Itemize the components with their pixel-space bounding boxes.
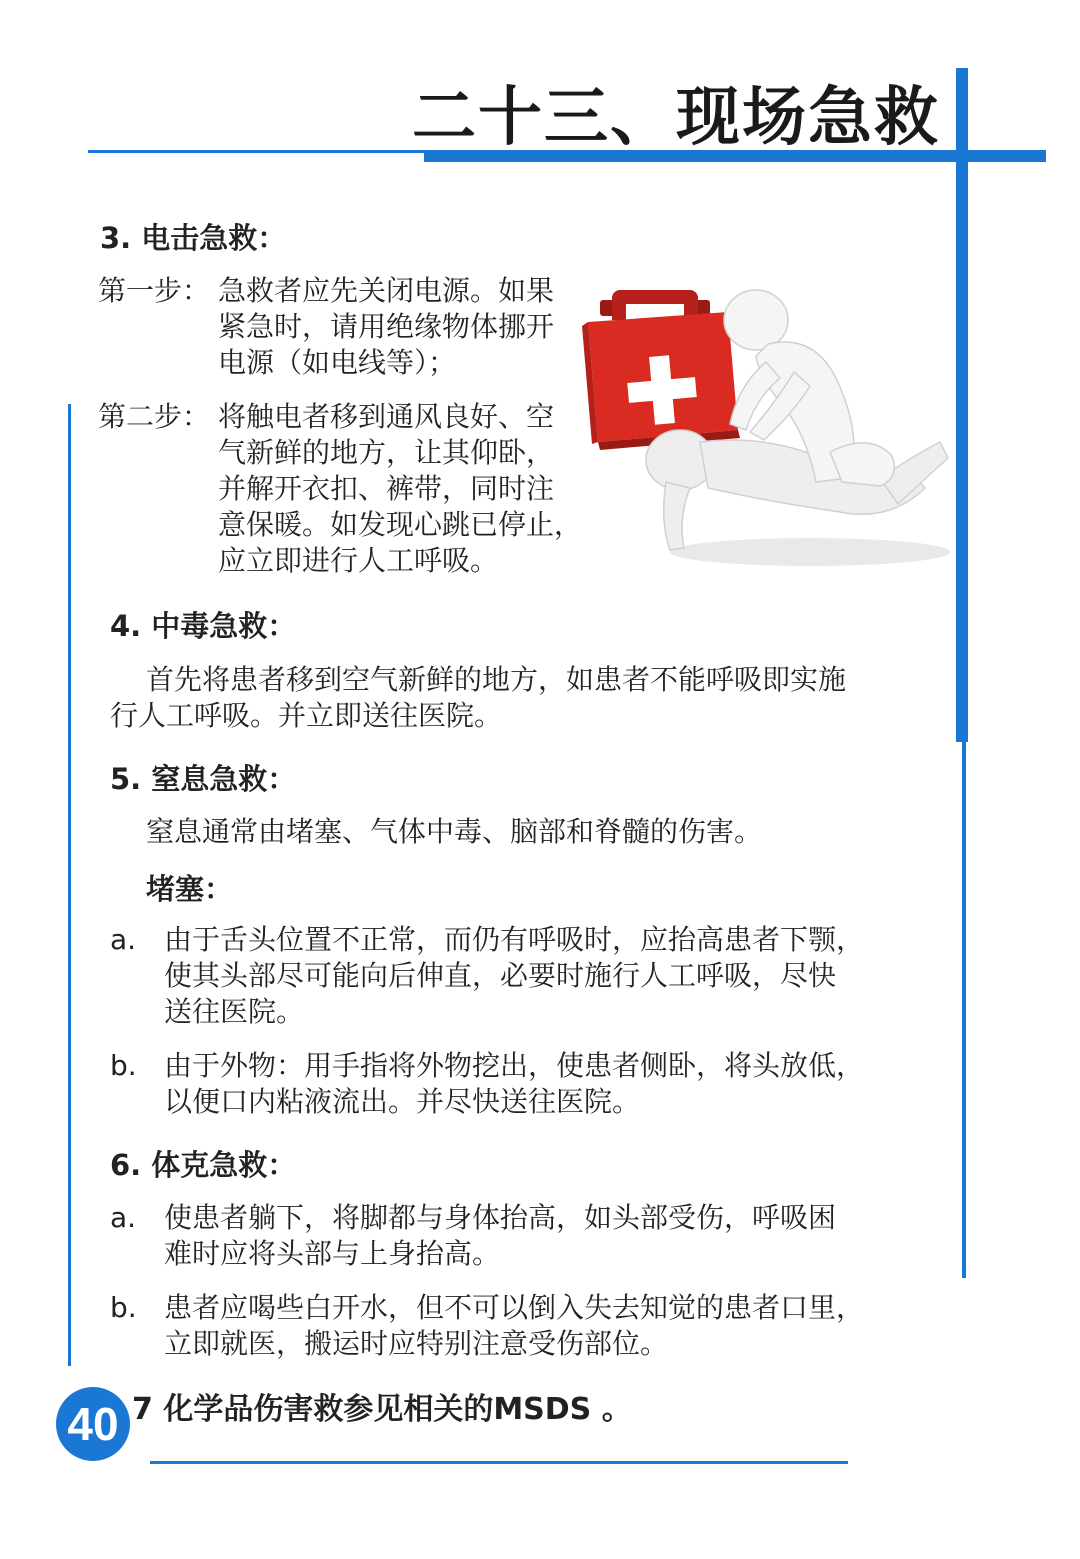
section5-item-b-text	[164, 1048, 864, 1120]
step2-label: 第二步：	[98, 400, 211, 433]
section7-text: 7 化学品伤害救参见相关的MSDS 。	[132, 1392, 632, 1427]
step1-line: 紧急时，请用绝缘物体挪开	[218, 310, 555, 343]
header-underline-thin	[88, 150, 428, 153]
step2-line: 将触电者移到通风良好、空	[218, 400, 555, 433]
section5-item-a-line: 送往医院。	[164, 995, 305, 1028]
step1-label: 第一步：	[98, 274, 211, 307]
left-border-thin	[68, 404, 71, 1366]
section6-item-b-line: 立即就医，搬运时应特别注意受伤部位。	[164, 1327, 669, 1360]
page-title: 二十三、现场急救	[412, 81, 940, 155]
section5-item-b-marker: b.	[110, 1049, 137, 1082]
section5-item-a-marker: a.	[110, 923, 137, 956]
section5-item-b-line: 以便口内粘液流出。并尽快送往医院。	[164, 1085, 641, 1118]
section4-heading: 4. 中毒急救：	[110, 609, 297, 643]
section4-line: 首先将患者移到空气新鲜的地方，如患者不能呼吸即实施	[146, 663, 847, 696]
step2-line: 气新鲜的地方，让其仰卧，	[218, 436, 555, 469]
section5-item-a-line: 由于舌头位置不正常，而仍有呼吸时，应抬高患者下颚，	[164, 923, 865, 956]
patient-figure-icon	[646, 430, 948, 550]
section6-item-b-line: 患者应喝些白开水，但不可以倒入失去知觉的患者口里，	[164, 1291, 865, 1324]
section5-item-a-text	[164, 922, 864, 1030]
section6-item-a-line: 难时应将头部与上身抬高。	[164, 1237, 501, 1270]
section5-subheading: 堵塞：	[146, 872, 234, 906]
step2-line: 并解开衣扣、裤带，同时注	[218, 472, 555, 505]
step2-line: 意保暖。如发现心跳已停止，	[218, 508, 583, 541]
section5-heading: 5. 窒息急救：	[110, 762, 297, 796]
right-border-thick	[956, 68, 968, 742]
section6-item-b-text	[164, 1290, 864, 1362]
step1-line: 急救者应先关闭电源。如果	[218, 274, 555, 307]
section5-intro: 窒息通常由堵塞、气体中毒、脑部和脊髓的伤害。	[146, 815, 763, 848]
section6-item-a-line: 使患者躺下，将脚都与身体抬高，如头部受伤，呼吸困	[164, 1201, 837, 1234]
page-number-badge: 40	[56, 1387, 130, 1461]
footer-underline	[150, 1461, 848, 1464]
section6-heading: 6. 体克急救：	[110, 1148, 297, 1182]
first-aid-kit-cpr-icon	[580, 282, 955, 572]
section6-item-b-marker: b.	[110, 1291, 137, 1324]
section6-item-a-text	[164, 1200, 836, 1272]
section6-item-a-marker: a.	[110, 1201, 137, 1234]
section3-heading: 3. 电击急救：	[100, 221, 287, 255]
step1-line: 电源（如电线等）；	[218, 346, 457, 379]
section5-item-b-line: 由于外物：用手指将外物挖出，使患者侧卧，将头放低，	[164, 1049, 865, 1082]
section4-line: 行人工呼吸。并立即送往医院。	[110, 699, 503, 732]
right-border-thin	[962, 742, 966, 1278]
step2-text	[218, 399, 582, 579]
step1-text	[218, 273, 554, 381]
section5-item-a-line: 使其头部尽可能向后伸直，必要时施行人工呼吸，尽快	[164, 959, 837, 992]
step2-line: 应立即进行人工呼吸。	[218, 544, 499, 577]
section4-paragraph	[110, 662, 910, 734]
first-aid-kit-icon	[582, 290, 740, 450]
